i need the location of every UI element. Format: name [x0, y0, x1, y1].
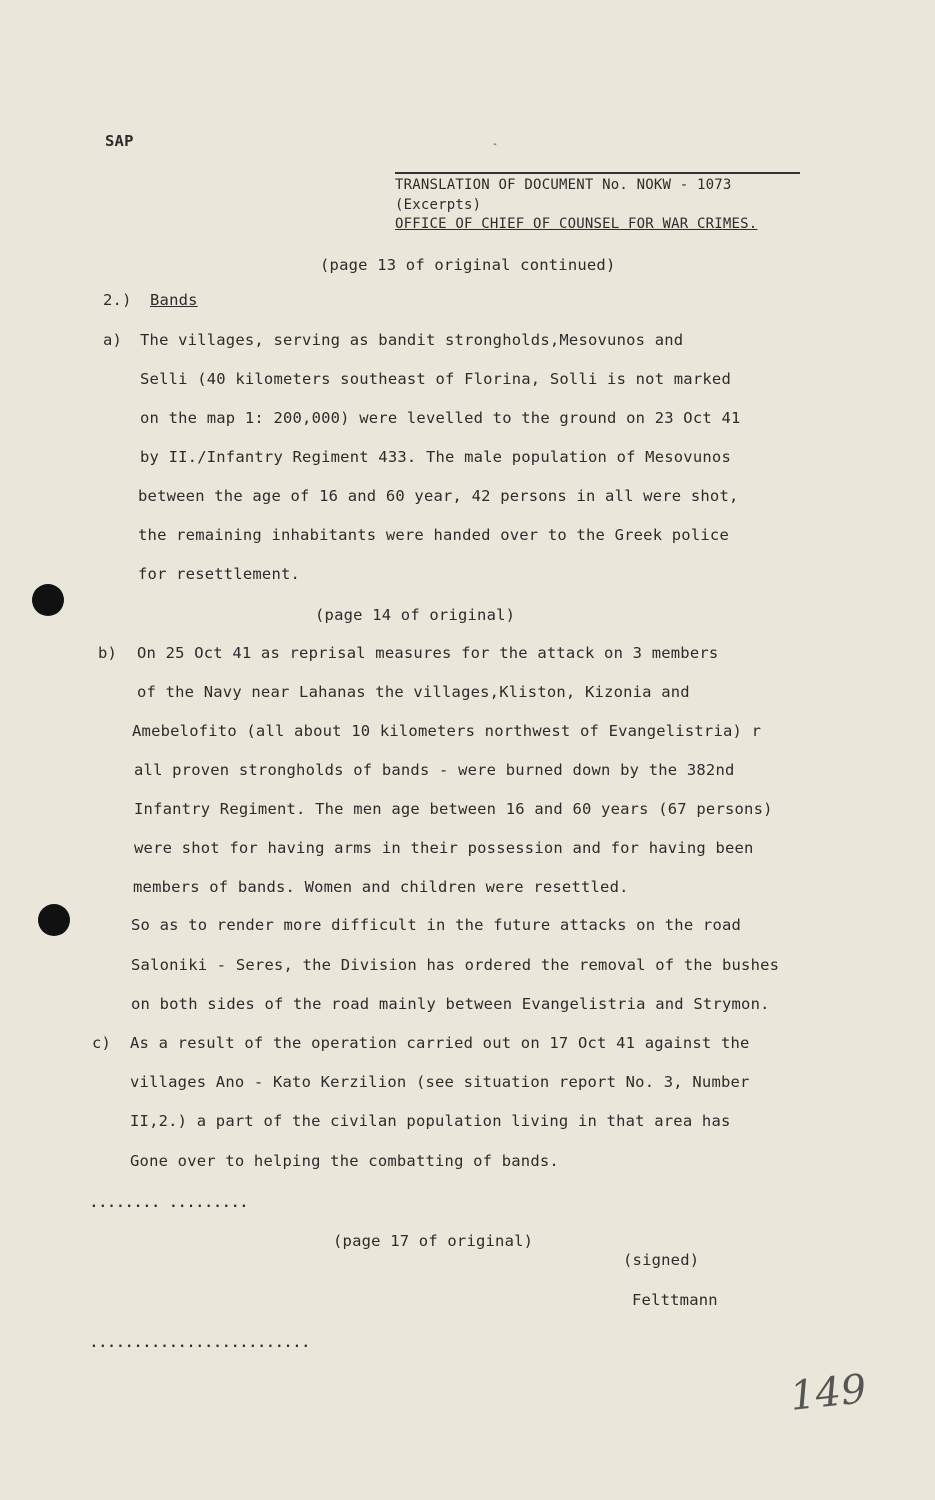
- header-excerpts: (Excerpts): [395, 197, 482, 213]
- header-doc-number: TRANSLATION OF DOCUMENT No. NOKW - 1073: [395, 177, 732, 193]
- para-b-line: Amebelofito (all about 10 kilometers northwest of Evangelistria) r: [132, 722, 762, 740]
- tick-mark: -: [492, 139, 499, 150]
- para-b-line: all proven strongholds of bands - were burned down by the 382nd: [134, 761, 735, 779]
- para-a-line: for resettlement.: [138, 565, 301, 583]
- ellipsis-separator-bottom: .........................: [90, 1336, 311, 1351]
- para-a-line: by II./Infantry Regiment 433. The male population of Mesovunos: [140, 448, 731, 466]
- signer-name: Felttmann: [632, 1291, 718, 1309]
- para-a-line: between the age of 16 and 60 year, 42 persons in all were shot,: [138, 487, 739, 505]
- punch-hole-middle: [38, 904, 70, 936]
- para-c-line: II,2.) a part of the civilan population living in that area has: [130, 1112, 731, 1130]
- para-a-line: The villages, serving as bandit strongholds,Mesovunos and: [140, 331, 684, 349]
- para-a-line: the remaining inhabitants were handed over to the Greek police: [138, 526, 729, 544]
- para-b-line: On 25 Oct 41 as reprisal measures for the attack on 3 members: [137, 644, 719, 662]
- punch-hole-top: [32, 584, 64, 616]
- para-b-line: members of bands. Women and children were resettled.: [133, 878, 629, 896]
- header-office: OFFICE OF CHIEF OF COUNSEL FOR WAR CRIMES.: [395, 216, 758, 232]
- ellipsis-separator: ........ .........: [90, 1196, 249, 1211]
- initials: SAP: [105, 132, 134, 150]
- section-number: 2.): [103, 291, 132, 309]
- handwritten-page-number: 149: [787, 1366, 869, 1420]
- header-rule-top: [395, 172, 800, 174]
- para-b-line: on both sides of the road mainly between Evangelistria and Strymon.: [131, 995, 770, 1013]
- label-c: c): [92, 1034, 112, 1052]
- para-c-line: Gone over to helping the combatting of bands.: [130, 1152, 559, 1170]
- para-a-line: on the map 1: 200,000) were levelled to the ground on 23 Oct 41: [140, 409, 741, 427]
- signed-label: (signed): [623, 1251, 700, 1269]
- para-c-line: As a result of the operation carried out on 17 Oct 41 against the: [130, 1034, 750, 1052]
- label-b: b): [98, 644, 118, 662]
- para-b-line: Saloniki - Seres, the Division has ordered the removal of the bushes: [131, 956, 780, 974]
- para-b-line: were shot for having arms in their possession and for having been: [134, 839, 754, 857]
- section-title: Bands: [150, 291, 198, 309]
- para-b-line: of the Navy near Lahanas the villages,Kliston, Kizonia and: [137, 683, 690, 701]
- page13-note: (page 13 of original continued): [320, 256, 616, 274]
- page14-note: (page 14 of original): [315, 606, 516, 624]
- para-a-line: Selli (40 kilometers southeast of Florina, Solli is not marked: [140, 370, 731, 388]
- label-a: a): [103, 331, 123, 349]
- para-c-line: villages Ano - Kato Kerzilion (see situation report No. 3, Number: [130, 1073, 750, 1091]
- page17-note: (page 17 of original): [333, 1232, 534, 1250]
- para-b-line: So as to render more difficult in the future attacks on the road: [131, 916, 742, 934]
- para-b-line: Infantry Regiment. The men age between 16 and 60 years (67 persons): [134, 800, 773, 818]
